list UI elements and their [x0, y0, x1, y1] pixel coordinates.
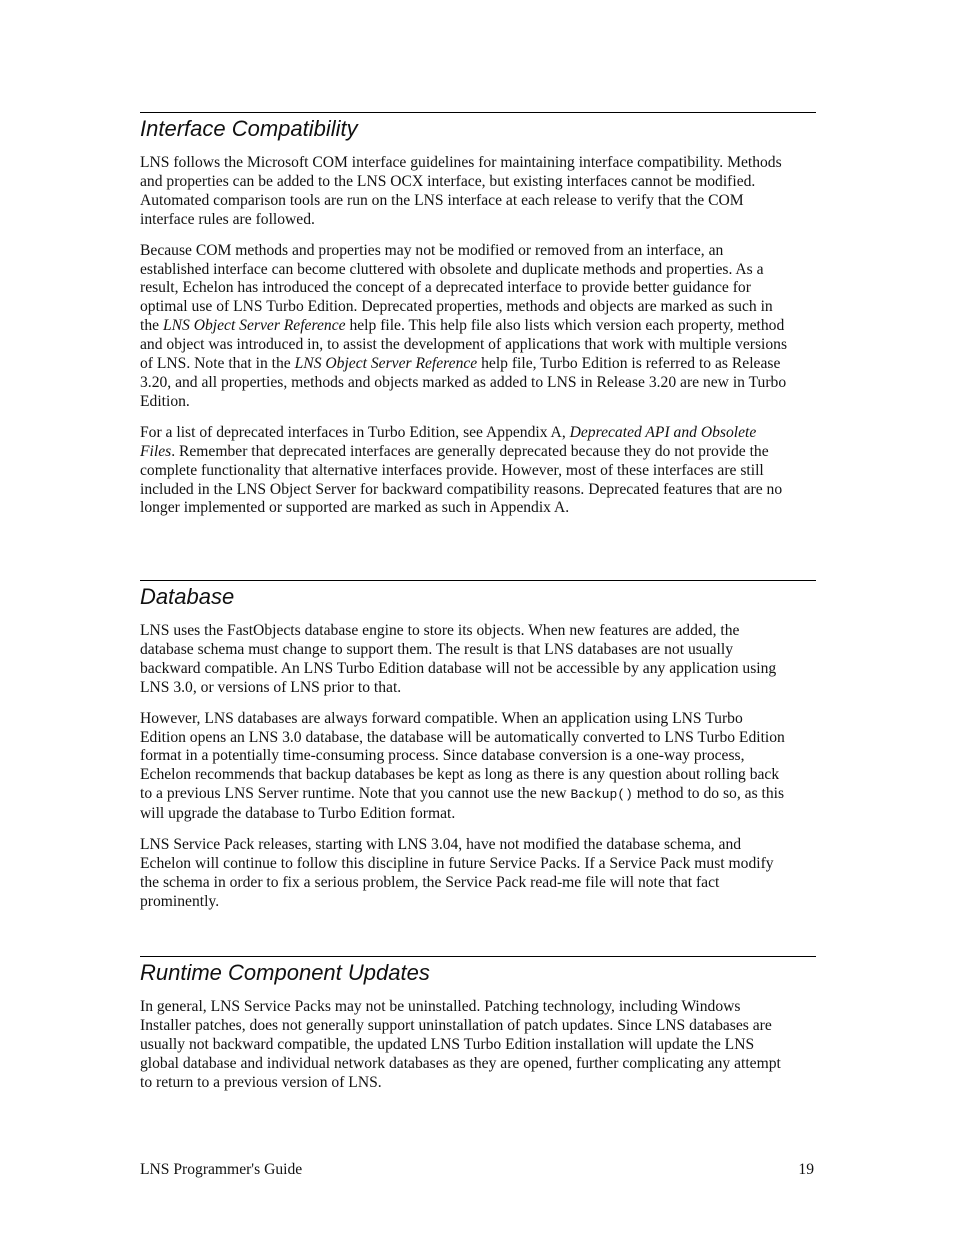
italic-reference: LNS Object Server Reference: [162, 317, 346, 335]
paragraph: [140, 424, 790, 519]
paragraph: [140, 622, 790, 698]
section-heading: Runtime Component Updates: [140, 960, 430, 985]
section-rule: [140, 956, 816, 957]
italic-reference: Deprecated API and Obsolete Files: [140, 423, 757, 460]
section-rule: [140, 580, 816, 581]
text-run: Because COM methods and properties may not be modified or removed from an interface, an established interface can become cluttered with obsolete and duplicate methods and properties. As a result, Echelon has introduced the concept of a deprecated interface to provide better guidance for optimal use of LNS Turbo Edition. Deprecated properties, methods and objects are marked as such in the: [140, 241, 773, 335]
code-identifier: Backup(): [570, 787, 633, 803]
section-heading: Database: [140, 584, 235, 609]
section-heading: Interface Compatibility: [140, 116, 358, 141]
section-interface-compatibility: [140, 112, 816, 518]
footer-document-title: LNS Programmer's Guide: [140, 1161, 303, 1178]
text-run: However, LNS databases are always forward compatible. When an application using LNS Turbo Edition opens an LNS 3.0 database, the database will be automatically converted to LNS Turbo Edition format in a potentially time-consuming process. Since database conversion is a one-way process, Echelon recommends that backup databases be kept as long as there is any question about rolling back to a previous LNS Server runtime. Note that you cannot use the new: [140, 709, 785, 803]
paragraph: [140, 998, 790, 1093]
text-run: method to do so, as this will upgrade the database to Turbo Edition format.: [140, 785, 785, 823]
text-run: . Remember that deprecated interfaces are generally deprecated because they do not provide the complete functionality that alternative interfaces provide. However, most of these interfaces are still included in the LNS Object Server for backward compatibility reasons. Deprecated features that are no longer implemented or supported are marked as such in Appendix A.: [140, 442, 783, 517]
text-run: LNS uses the FastObjects database engine to store its objects. When new features are added, the database schema must change to support them. The result is that LNS databases are not usually backward compatible. An LNS Turbo Edition database will not be accessible by any application using LNS 3.0, or versions of LNS prior to that.: [140, 622, 777, 696]
text-run: help file. This help file also lists which version each property, method and object was introduced in, to assist the development of applications that work with multiple versions of LNS. Note that in the: [140, 317, 788, 373]
paragraph: [140, 836, 790, 912]
italic-reference: LNS Object Server Reference: [294, 355, 478, 373]
section-runtime-component-updates: [140, 956, 816, 1093]
section-database: [140, 580, 816, 912]
text-run: In general, LNS Service Packs may not be uninstalled. Patching technology, including Windows Installer patches, does not generally support uninstallation of patch updates. Since LNS databases are usually not backward compatible, the updated LNS Turbo Edition installation will update the LNS global database and individual network databases as they are opened, further complicating any attempt to return to a previous version of LNS.: [140, 998, 781, 1091]
text-run: LNS follows the Microsoft COM interface guidelines for maintaining interface compatibility. Methods and properties can be added to the LNS OCX interface, but existing interfaces cannot be modified. Automated comparison tools are run on the LNS interface at each release to verify that the COM interface rules are followed.: [140, 154, 782, 228]
paragraph: [140, 154, 790, 230]
paragraph: [140, 710, 790, 824]
section-rule: [140, 112, 816, 113]
text-run: For a list of deprecated interfaces in Turbo Edition, see Appendix A,: [140, 423, 570, 441]
footer-page-number: 19: [798, 1161, 814, 1178]
text-run: help file, Turbo Edition is referred to as Release 3.20, and all properties, methods and objects marked as added to LNS in Release 3.20 are new in Turbo Edition.: [140, 355, 787, 410]
paragraph: [140, 242, 790, 412]
text-run: LNS Service Pack releases, starting with LNS 3.04, have not modified the database schema, and Echelon will continue to follow this discipline in future Service Packs. If a Service Pack must modify the schema in order to fix a serious problem, the Service Pack read-me file will note that fact prominently.: [140, 836, 774, 910]
